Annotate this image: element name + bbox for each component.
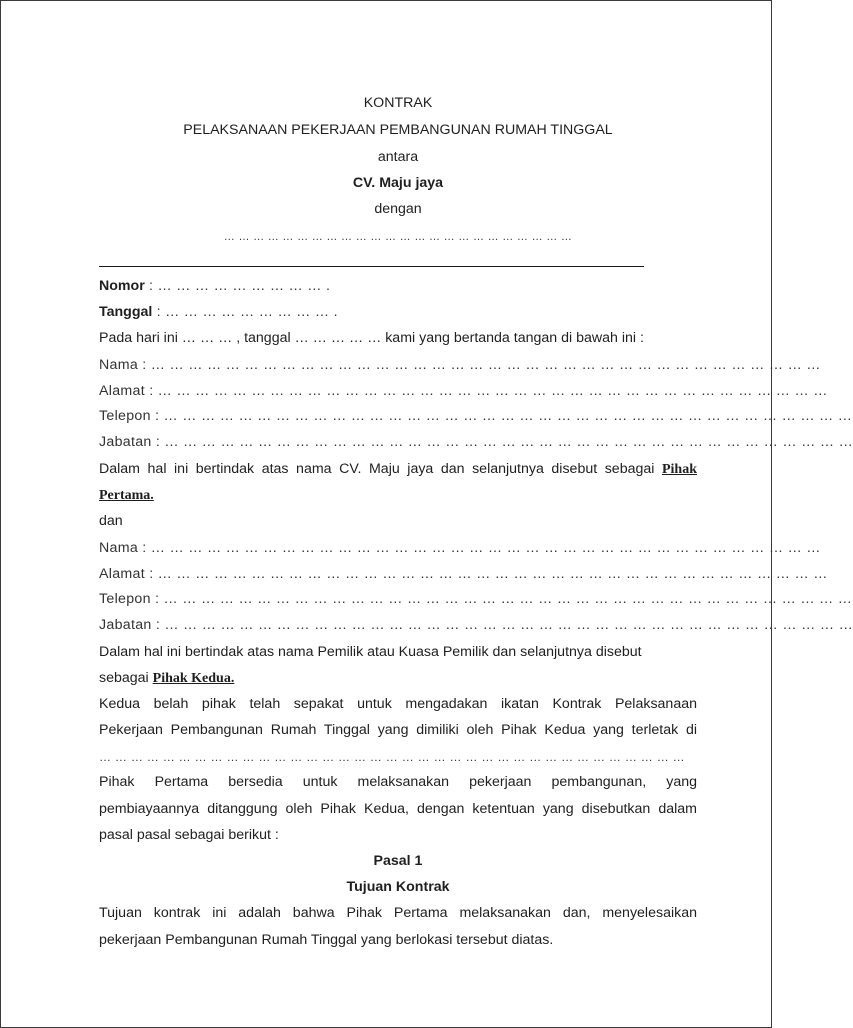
nomor-line	[99, 277, 697, 295]
financing-line-3: pasal pasal sebagai berikut :	[99, 827, 279, 843]
party-blank: … … … … … … … … … … … … … … … … … … … … … … … …	[223, 231, 573, 243]
contract-subtitle: PELAKSANAAN PEKERJAAN PEMBANGUNAN RUMAH TINGGAL	[183, 122, 613, 138]
header-divider	[99, 266, 644, 267]
first-party-jabatan: Jabatan : … … … … … … … … … … … … … … … … … … … … … … … … … … … … … … … … … … … … …	[99, 434, 853, 450]
pasal-1-heading: Pasal 1	[373, 853, 423, 869]
financing-line-2: pembiayaannya ditanggung oleh Pihak Kedua, dengan ketentuan yang disebutkan dalam	[99, 801, 697, 817]
pasal-1-line-2: pekerjaan Pembangunan Rumah Tinggal yang berlokasi tersebut diatas.	[99, 932, 554, 948]
company-name: CV. Maju jaya	[352, 175, 444, 191]
nomor-value: : … … … … … … … … … .	[144, 278, 331, 294]
pihak-pertama-role-2: Pertama.	[99, 488, 154, 503]
tanggal-line	[99, 303, 697, 321]
agreement-line-1: Kedua belah pihak telah sepakat untuk mengadakan ikatan Kontrak Pelaksanaan	[99, 696, 697, 712]
first-party-telepon: Telepon : … … … … … … … … … … … … … … … … … … … … … … … … … … … … … … … … … … … … …	[99, 408, 853, 424]
tanggal-value: : … … … … … … … … … .	[152, 304, 338, 320]
second-party-nama: Nama : … … … … … … … … … … … … … … … … … … … … … … … … … … … … … … … … … … … …	[99, 540, 821, 556]
pasal-1-line-1: Tujuan kontrak ini adalah bahwa Pihak Pertama melaksanakan dan, menyelesaikan	[99, 905, 697, 921]
first-party-role-line	[99, 486, 697, 505]
financing-line-1: Pihak Pertama bersedia untuk melaksanakan pekerjaan pembangunan, yang	[99, 774, 697, 790]
tanggal-label: Tanggal	[99, 304, 153, 320]
sebagai-text: sebagai	[99, 670, 149, 686]
second-party-telepon: Telepon : … … … … … … … … … … … … … … … … … … … … … … … … … … … … … … … … … … … … …	[99, 591, 853, 607]
agreement-line-2: Pekerjaan Pembangunan Rumah Tinggal yang dimiliki oleh Pihak Kedua yang terletak di	[99, 722, 697, 738]
second-party-jabatan: Jabatan : … … … … … … … … … … … … … … … … … … … … … … … … … … … … … … … … … … … … …	[99, 617, 853, 633]
dengan-text: dengan	[374, 201, 422, 217]
contract-title: KONTRAK	[363, 95, 433, 111]
pihak-pertama-role-1: Pihak	[661, 462, 697, 477]
first-party-alamat: Alamat : … … … … … … … … … … … … … … … … … … … … … … … … … … … … … … … … … … … …	[99, 383, 828, 399]
pasal-1-title: Tujuan Kontrak	[346, 879, 450, 895]
nomor-label: Nomor	[99, 278, 145, 294]
dan-text: dan	[99, 513, 123, 529]
second-party-statement-2	[99, 669, 697, 688]
first-party-nama: Nama : … … … … … … … … … … … … … … … … … … … … … … … … … … … … … … … … … … … …	[99, 357, 821, 373]
first-party-statement	[99, 460, 697, 479]
second-party-alamat: Alamat : … … … … … … … … … … … … … … … … … … … … … … … … … … … … … … … … … … … …	[99, 566, 828, 582]
pihak-kedua-role: Pihak Kedua.	[152, 671, 235, 686]
antara-text: antara	[377, 149, 419, 165]
agreement-line-3: … … … … … … … … … … … … … … … … … … … … … … … … … … … … … … … … … … … … …	[99, 750, 685, 764]
second-party-statement-1: Dalam hal ini bertindak atas nama Pemilik atau Kuasa Pemilik dan selanjutnya disebut	[99, 644, 642, 660]
first-party-statement-text: Dalam hal ini bertindak atas nama CV. Maju jaya dan selanjutnya disebut sebagai	[99, 461, 655, 477]
intro-text: Pada hari ini … … … , tanggal … … … … … kami yang bertanda tangan di bawah ini :	[99, 330, 644, 346]
